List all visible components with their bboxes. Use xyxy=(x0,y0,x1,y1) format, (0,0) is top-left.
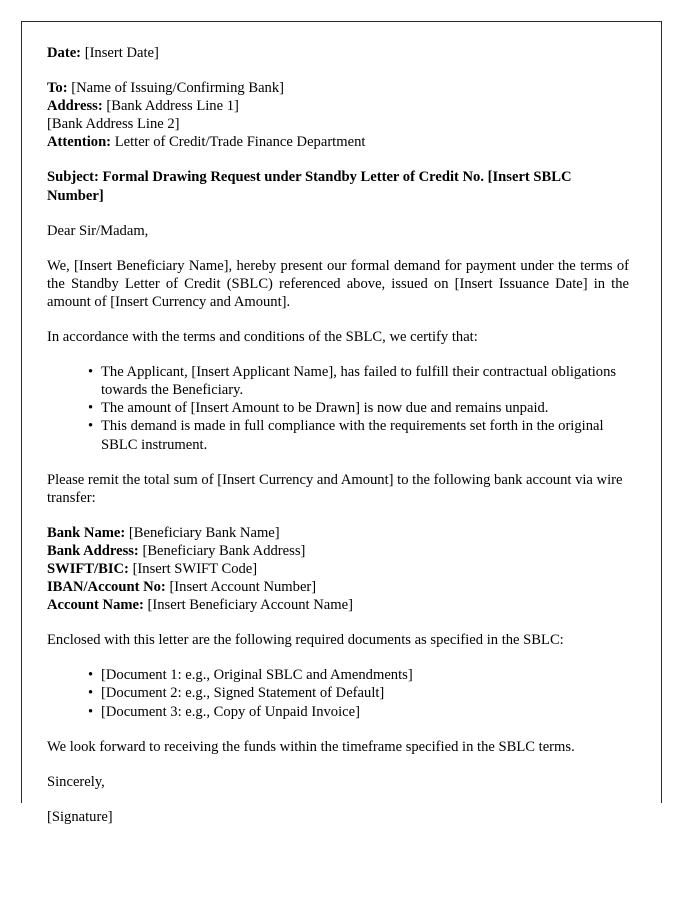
iban-account-value: [Insert Account Number] xyxy=(169,579,317,596)
address-line-1: [Bank Address Line 1] xyxy=(106,98,239,115)
list-item: • This demand is made in full compliance with the requirements set forth in the original SBLC instrument. xyxy=(88,417,629,453)
list-item: • [Document 2: e.g., Signed Statement of Default] xyxy=(88,684,629,702)
bank-address-value: [Beneficiary Bank Address] xyxy=(142,542,306,559)
recipient-to-line xyxy=(47,79,629,97)
to-value: [Name of Issuing/Confirming Bank] xyxy=(71,80,285,97)
opening-paragraph: We, [Insert Beneficiary Name], hereby present our formal demand for payment under the terms of the Standby Letter of Credit (SBLC) referenced above, issued on [Insert Issuance Date] in the amount of [Insert Currency and Amount]. xyxy=(47,257,629,310)
address-label: Address: xyxy=(47,98,103,115)
salutation: Dear Sir/Madam, xyxy=(47,222,149,239)
bank-name-label: Bank Name: xyxy=(47,524,126,541)
closing-paragraph: We look forward to receiving the funds within the timeframe specified in the SBLC terms. xyxy=(47,738,575,755)
date-label: Date: xyxy=(47,45,82,61)
document-page xyxy=(21,21,662,825)
account-name-label: Account Name: xyxy=(47,597,144,614)
list-item: • [Document 3: e.g., Copy of Unpaid Invoice] xyxy=(88,703,629,721)
certification-intro: In accordance with the terms and conditions of the SBLC, we certify that: xyxy=(47,329,478,346)
list-item: • The amount of [Insert Amount to be Drawn] is now due and remains unpaid. xyxy=(88,399,629,417)
list-item: • The Applicant, [Insert Applicant Name], has failed to fulfill their contractual obligations towards the Beneficiary. xyxy=(88,363,629,399)
attention-value: Letter of Credit/Trade Finance Department xyxy=(114,134,366,151)
remittance-paragraph: Please remit the total sum of [Insert Currency and Amount] to the following bank account via wire transfer: xyxy=(47,471,623,506)
bank-details-block xyxy=(47,524,629,614)
enclosure-list xyxy=(47,666,629,720)
swift-bic-label: SWIFT/BIC: xyxy=(47,560,129,577)
address-line-2: [Bank Address Line 2] xyxy=(47,116,180,133)
account-name-value: [Insert Beneficiary Account Name] xyxy=(147,597,353,614)
recipient-block xyxy=(47,79,629,151)
bank-name-value: [Beneficiary Bank Name] xyxy=(128,524,280,541)
iban-account-label: IBAN/Account No: xyxy=(47,579,166,596)
bank-detail-row xyxy=(47,560,629,578)
date-line xyxy=(47,44,629,62)
bank-detail-row xyxy=(47,596,629,614)
to-label: To: xyxy=(47,80,68,97)
signature-placeholder: [Signature] xyxy=(47,808,113,825)
swift-bic-value: [Insert SWIFT Code] xyxy=(132,560,258,577)
date-value: [Insert Date] xyxy=(84,45,159,61)
subject-line: Subject: Formal Drawing Request under Standby Letter of Credit No. [Insert SBLC Number] xyxy=(47,169,572,204)
certification-list xyxy=(47,363,629,453)
bank-detail-row xyxy=(47,524,629,542)
bank-detail-row xyxy=(47,578,629,596)
list-item: • [Document 1: e.g., Original SBLC and Amendments] xyxy=(88,666,629,684)
document-body xyxy=(47,44,629,843)
bank-detail-row xyxy=(47,542,629,560)
attention-label: Attention: xyxy=(47,134,112,151)
sign-off: Sincerely, xyxy=(47,773,105,790)
bank-address-label: Bank Address: xyxy=(47,542,139,559)
recipient-attention-line xyxy=(47,133,629,151)
recipient-address-line xyxy=(47,97,629,115)
enclosure-intro: Enclosed with this letter are the following required documents as specified in the SBLC: xyxy=(47,632,564,649)
